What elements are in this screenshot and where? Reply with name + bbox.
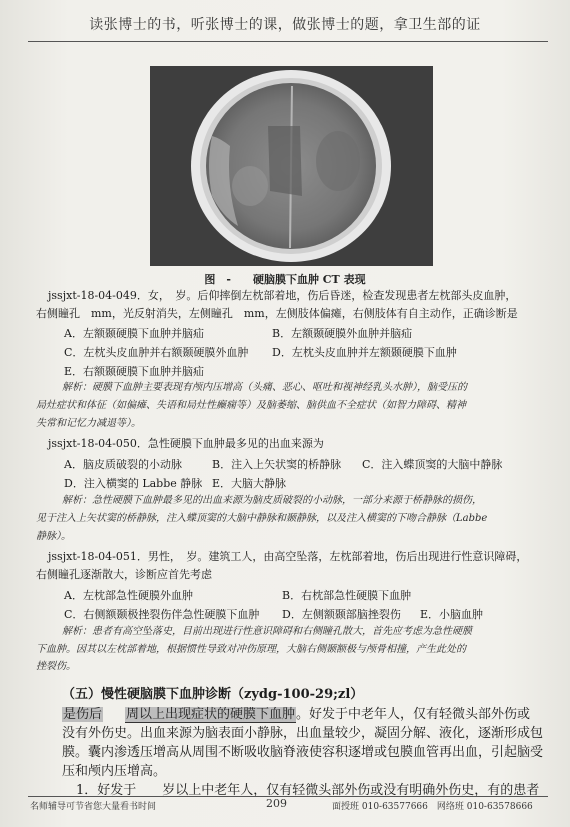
footer-right: 面授班 010-63577666 网络班 010-63578666	[332, 802, 533, 812]
q049-option-c: C．左枕头皮血肿并右额颞硬膜外血肿	[64, 346, 249, 359]
q049-analysis-line2: 局灶症状和体征（如偏瘫、失语和局灶性癫痫等）及脑萎缩、脑供血不全症状（如智力障碍、精神	[36, 400, 466, 411]
q051-analysis-line3: 挫裂伤。	[36, 661, 76, 672]
q049-analysis-line3: 失常和记忆力减退等）。	[36, 418, 141, 429]
section-line1-rest: 。好发于中老年人，仅有轻微头部外伤或	[296, 707, 531, 722]
section-line2: 没有外伤史。出血来源为脑表面小静脉，出血量较少，凝固分解、液化，逐渐形成包	[62, 726, 544, 741]
q051-option-b: B．右枕部急性硬膜下血肿	[282, 589, 412, 602]
q050-option-c: C．注入蝶顶窦的大脑中静脉	[362, 458, 503, 471]
q050-analysis-line1: 解析：急性硬膜下血肿最多见的出血来源为脑皮质破裂的小动脉，一部分来源于桥静脉的损伤，	[62, 495, 482, 506]
q050-option-d: D．注入横窦的 Labbe 静脉	[64, 477, 203, 490]
q049-stem-line1: jssjxt-18-04-049．女， 岁。后仰摔倒左枕部着地，伤后昏迷，检查发现患者左枕部头皮血肿，	[48, 289, 517, 302]
q050-analysis-line2: 见于注入上矢状窦的桥静脉，注入蝶顶窦的大脑中静脉和颞静脉，以及注入横窦的下吻合静脉（Labbe	[36, 513, 488, 524]
q051-option-c: C．右侧额颞极挫裂伤伴急性硬膜下血肿	[64, 608, 260, 621]
ct-scan-image	[150, 66, 433, 266]
q050-option-b: B．注入上矢状窦的桥静脉	[212, 458, 342, 471]
q050-option-a: A．脑皮质破裂的小动脉	[64, 458, 182, 471]
footer-left: 名师辅导可节省您大量看书时间	[30, 802, 157, 812]
section-line4: 压和颅内压增高。	[62, 764, 167, 779]
q050-option-e: E．大脑大静脉	[212, 477, 287, 490]
q049-analysis-line1: 解析：硬膜下血肿主要表现有颅内压增高（头痛、恶心、呕吐和视神经乳头水肿），脑受压的	[62, 382, 467, 393]
running-header: 读张博士的书，听张博士的课，做张博士的题，拿卫生部的证	[89, 17, 481, 33]
section-line3: 膜。囊内渗透压增高从周围不断吸收脑脊液使容积逐增或包膜血管再出血，引起脑受	[62, 745, 544, 760]
section-line1-highlight-b: 周以上出现症状的硬膜下血肿	[126, 707, 296, 722]
q051-analysis-line2: 下血肿。因其以左枕部着地，根据惯性导致对冲伤原理，大脑右侧颞额极与颅骨相撞，产生此处的	[36, 644, 466, 655]
ct-scan-drawing	[150, 66, 433, 266]
q049-option-e: E．右额颞硬膜下血肿并脑疝	[64, 365, 205, 378]
figure-caption: 图 - 硬脑膜下血肿 CT 表现	[204, 273, 366, 286]
q049-option-b: B．左额颞硬膜外血肿并脑疝	[272, 327, 413, 340]
q051-option-d: D．左侧额颞部脑挫裂伤	[282, 608, 401, 621]
q049-option-a: A．左额颞硬膜下血肿并脑疝	[64, 327, 204, 340]
page-number: 209	[266, 797, 287, 810]
section-heading: （五）慢性硬脑膜下血肿诊断（zydg-100-29;zl）	[62, 687, 364, 702]
q051-option-e: E．小脑血肿	[420, 608, 484, 621]
q049-stem-line2: 右侧瞳孔 mm，光反射消失，左侧瞳孔 mm，左侧肢体偏瘫，右侧肢体有自主动作，正确诊断是	[36, 307, 518, 320]
q050-analysis-line3: 静脉）。	[36, 531, 71, 542]
q049-option-d: D．左枕头皮血肿并左额颞硬膜下血肿	[272, 346, 457, 359]
q050-stem: jssjxt-18-04-050．急性硬膜下血肿最多见的出血来源为	[48, 437, 324, 450]
header-rule	[28, 41, 548, 42]
section-line5: 1．好发于 岁以上中老年人，仅有轻微头部外伤或没有明确外伤史，有的患者	[76, 783, 540, 798]
footer-rule	[28, 796, 548, 797]
section-line1-highlight-a: 是伤后	[63, 707, 103, 722]
q051-option-a: A．左枕部急性硬膜外血肿	[64, 589, 193, 602]
q051-stem-line2: 右侧瞳孔逐渐散大，诊断应首先考虑	[36, 568, 212, 581]
q051-analysis-line1: 解析：患者有高空坠落史，目前出现进行性意识障碍和右侧瞳孔散大，首先应考虑为急性硬膜	[62, 626, 472, 637]
section-line1	[62, 703, 530, 722]
q051-stem-line1: jssjxt-18-04-051．男性， 岁。建筑工人，由高空坠落，左枕部着地，伤后出现进行性意识障碍，	[48, 550, 528, 563]
